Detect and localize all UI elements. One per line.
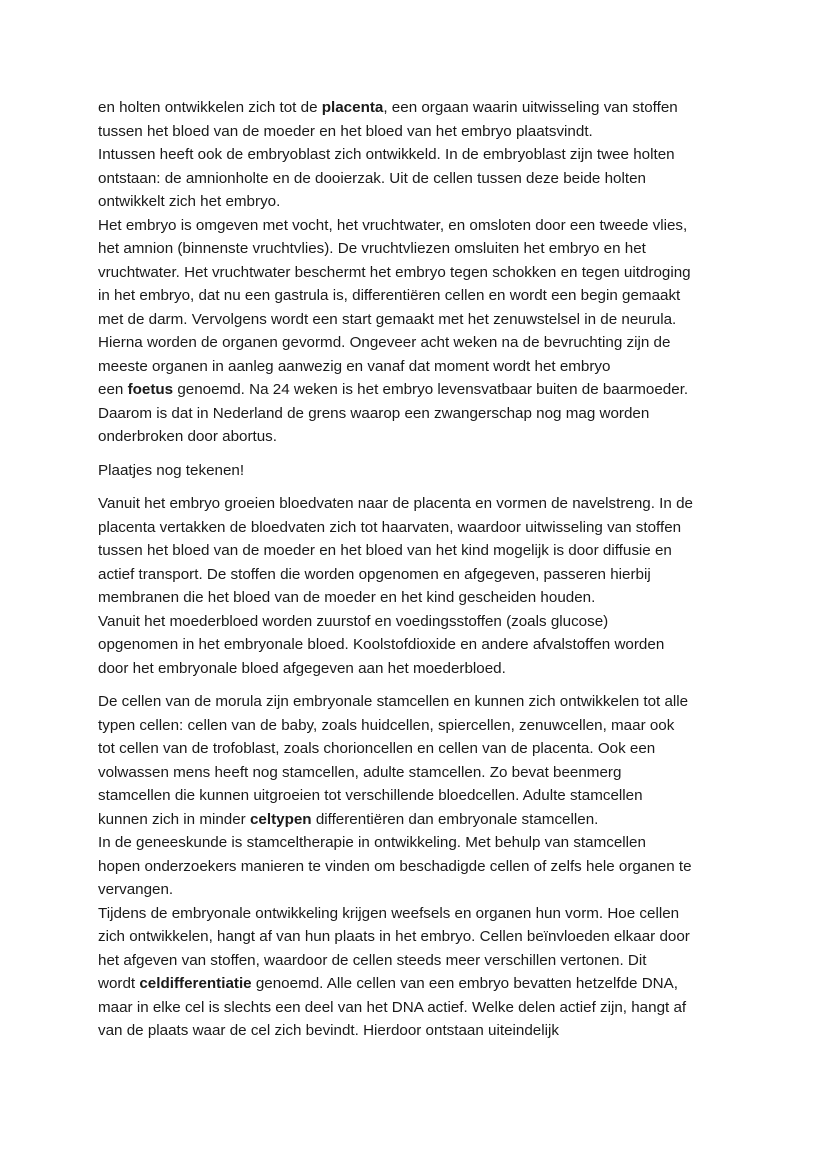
- text-line: [98, 378, 738, 402]
- text-segment: differentiëren dan embryonale stamcellen.: [311, 810, 599, 828]
- text-segment: Plaatjes nog tekenen!: [98, 461, 245, 479]
- text-segment: volwassen mens heeft nog stamcellen, adulte stamcellen. Zo bevat beenmerg: [98, 763, 622, 781]
- text-segment: membranen die het bloed van de moeder en het kind gescheiden houden.: [98, 589, 596, 606]
- text-segment: actief transport. De stoffen die worden opgenomen en afgegeven, passeren hierbij: [98, 565, 651, 583]
- text-segment: Hierna worden de organen gevormd. Ongeveer acht weken na de bevruchting zijn de: [98, 334, 671, 351]
- text-line: [98, 925, 738, 949]
- text-line: [98, 539, 738, 563]
- text-segment: Vanuit het embryo groeien bloedvaten naar de placenta en vormen de navelstreng. In de: [98, 495, 693, 512]
- text-segment: vruchtwater. Het vruchtwater beschermt het embryo tegen schokken en tegen uitdroging: [98, 263, 691, 281]
- text-segment: Intussen heeft ook de embryoblast zich ontwikkeld. In de embryoblast zijn twee holten: [98, 146, 675, 163]
- text-line: [98, 737, 738, 761]
- text-segment: typen cellen: cellen van de baby, zoals huidcellen, spiercellen, zenuwcellen, maar ook: [98, 716, 675, 734]
- text-line: [98, 331, 738, 355]
- text-segment: van de plaats waar de cel zich bevindt. Hierdoor ontstaan uiteindelijk: [98, 1022, 559, 1039]
- text-line: [98, 831, 738, 855]
- paragraph-gap: [98, 680, 738, 690]
- text-line: [98, 425, 738, 449]
- text-line: [98, 633, 738, 657]
- paragraph: [98, 492, 738, 680]
- text-segment: kunnen zich in minder: [98, 810, 250, 828]
- text-segment: meeste organen in aanleg aanwezig en vanaf dat moment wordt het embryo: [98, 357, 611, 375]
- text-line: [98, 261, 738, 285]
- text-segment: en holten ontwikkelen zich tot de: [98, 99, 322, 116]
- text-line: [98, 1019, 738, 1043]
- text-line: [98, 563, 738, 587]
- text-segment: zich ontwikkelen, hangt af van hun plaats in het embryo. Cellen beïnvloeden elkaar door: [98, 928, 690, 945]
- text-line: [98, 355, 738, 379]
- text-line: [98, 714, 738, 738]
- text-line: [98, 120, 738, 144]
- text-segment: Daarom is dat in Nederland de grens waarop een zwangerschap nog mag worden: [98, 404, 650, 422]
- text-line: [98, 459, 738, 483]
- text-segment: tussen het bloed van de moeder en het bloed van het kind mogelijk is door diffusie en: [98, 542, 672, 559]
- bold-term: celtypen: [249, 810, 312, 828]
- bold-term: celdifferentiatie: [139, 975, 252, 992]
- text-segment: Het embryo is omgeven met vocht, het vruchtwater, en omsloten door een tweede vlies,: [98, 216, 688, 234]
- text-segment: ontstaan: de amnionholte en de dooierzak. Uit de cellen tussen deze beide holten: [98, 169, 646, 187]
- text-segment: met de darm. Vervolgens wordt een start gemaakt met het zenuwstelsel in de neurula.: [98, 310, 677, 328]
- text-line: [98, 972, 738, 996]
- text-segment: opgenomen in het embryonale bloed. Koolstofdioxide en andere afvalstoffen worden: [98, 636, 665, 653]
- text-line: [98, 167, 738, 191]
- text-segment: tot cellen van de trofoblast, zoals chorioncellen en cellen van de placenta. Ook een: [98, 740, 656, 757]
- document-page: [98, 96, 738, 1043]
- text-line: [98, 143, 738, 167]
- text-line: [98, 610, 738, 634]
- text-segment: in het embryo, dat nu een gastrula is, differentiëren cellen en wordt een begin gemaakt: [98, 287, 681, 304]
- bold-term: foetus: [127, 381, 174, 398]
- text-line: [98, 214, 738, 238]
- text-line: [98, 784, 738, 808]
- text-segment: Tijdens de embryonale ontwikkeling krijgen weefsels en organen hun vorm. Hoe cellen: [98, 904, 680, 922]
- text-segment: vervangen.: [98, 881, 174, 898]
- text-segment: genoemd. Na 24 weken is het embryo levensvatbaar buiten de baarmoeder.: [173, 381, 689, 398]
- text-line: [98, 657, 738, 681]
- text-line: [98, 878, 738, 902]
- text-line: [98, 855, 738, 879]
- paragraph: [98, 690, 738, 1043]
- text-line: [98, 284, 738, 308]
- text-segment: een: [98, 381, 128, 398]
- text-segment: placenta vertakken de bloedvaten zich tot haarvaten, waardoor uitwisseling van stoffen: [98, 518, 682, 536]
- text-segment: tussen het bloed van de moeder en het bloed van het embryo plaatsvindt.: [98, 122, 593, 140]
- text-segment: ontwikkelt zich het embryo.: [98, 193, 281, 210]
- text-line: [98, 949, 738, 973]
- text-line: [98, 690, 738, 714]
- text-line: [98, 586, 738, 610]
- text-line: [98, 190, 738, 214]
- text-segment: het afgeven van stoffen, waardoor de cellen steeds meer verschillen vertonen. Dit: [98, 951, 647, 969]
- text-line: [98, 902, 738, 926]
- paragraph-gap: [98, 449, 738, 459]
- paragraph: [98, 96, 738, 449]
- text-segment: Vanuit het moederbloed worden zuurstof en voedingsstoffen (zoals glucose): [98, 612, 609, 630]
- text-line: [98, 761, 738, 785]
- text-line: [98, 308, 738, 332]
- text-line: [98, 96, 738, 120]
- paragraph: [98, 459, 738, 483]
- text-segment: stamcellen die kunnen uitgroeien tot verschillende bloedcellen. Adulte stamcellen: [98, 787, 643, 804]
- text-segment: het amnion (binnenste vruchtvlies). De vruchtvliezen omsluiten het embryo en het: [98, 240, 646, 257]
- text-segment: genoemd. Alle cellen van een embryo bevatten hetzelfde DNA,: [251, 975, 678, 992]
- text-segment: De cellen van de morula zijn embryonale stamcellen en kunnen zich ontwikkelen tot alle: [98, 693, 689, 710]
- text-segment: maar in elke cel is slechts een deel van het DNA actief. Welke delen actief zijn, hangt af: [98, 998, 687, 1016]
- paragraph-gap: [98, 482, 738, 492]
- text-segment: , een orgaan waarin uitwisseling van stoffen: [383, 99, 678, 116]
- text-line: [98, 996, 738, 1020]
- text-segment: wordt: [98, 975, 140, 992]
- text-segment: hopen onderzoekers manieren te vinden om beschadigde cellen of zelfs hele organen te: [98, 857, 692, 875]
- text-line: [98, 516, 738, 540]
- bold-term: placenta: [321, 99, 384, 116]
- text-segment: In de geneeskunde is stamceltherapie in ontwikkeling. Met behulp van stamcellen: [98, 834, 646, 851]
- text-line: [98, 237, 738, 261]
- text-segment: onderbroken door abortus.: [98, 428, 277, 445]
- text-line: [98, 402, 738, 426]
- text-line: [98, 492, 738, 516]
- text-segment: door het embryonale bloed afgegeven aan het moederbloed.: [98, 659, 506, 677]
- text-line: [98, 808, 738, 832]
